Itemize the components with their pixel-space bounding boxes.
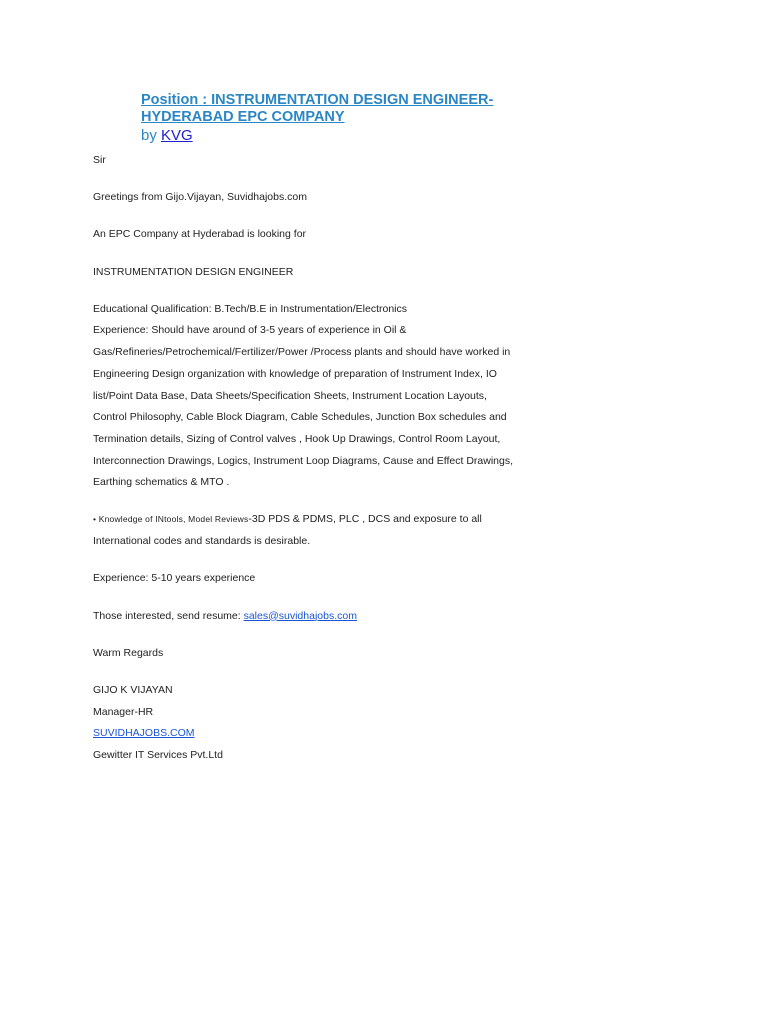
experience-summary: Experience: 5-10 years experience [93, 572, 256, 585]
experience-line: Experience: Should have around of 3-5 years of experience in Oil & [93, 324, 407, 337]
experience-line: Engineering Design organization with knowledge of preparation of Instrument Index, IO [93, 367, 497, 380]
post-title-link[interactable] [141, 92, 541, 126]
signature-name: GIJO K VIJAYAN [93, 683, 173, 696]
experience-line: Interconnection Drawings, Logics, Instrument Loop Diagrams, Cause and Effect Drawings, [93, 454, 514, 467]
closing: Warm Regards [93, 646, 164, 659]
experience-line: Control Philosophy, Cable Block Diagram, Cable Schedules, Junction Box schedules and [93, 411, 507, 424]
post-title-line-1: Position : INSTRUMENTATION DESIGN ENGINEER- [141, 92, 494, 108]
author-link[interactable]: KVG [161, 127, 193, 144]
by-label: by [141, 127, 157, 144]
byline [141, 126, 541, 145]
contact-label: Those interested, send resume: [93, 609, 244, 622]
post-body [93, 150, 533, 767]
experience-line: Termination details, Sizing of Control valves , Hook Up Drawings, Control Room Layout, [93, 432, 501, 445]
salutation: Sir [93, 154, 106, 166]
experience-line: Gas/Refineries/Petrochemical/Fertilizer/Power /Process plants and should have worked in [93, 346, 511, 359]
position-name: INSTRUMENTATION DESIGN ENGINEER [93, 265, 294, 278]
qualification: Educational Qualification: B.Tech/B.E in Instrumentation/Electronics [93, 302, 407, 315]
knowledge-line [93, 509, 533, 531]
contact-line [93, 606, 533, 628]
contact-email-link[interactable]: sales@suvidhajobs.com [243, 609, 357, 622]
post-title-line-2: HYDERABAD EPC COMPANY [141, 109, 345, 125]
signature-title: Manager-HR [93, 705, 154, 718]
greeting: Greetings from Gijo.Vijayan, Suvidhajobs.com [93, 191, 307, 204]
experience-line: Earthing schematics & MTO . [93, 476, 230, 489]
knowledge-line-2: International codes and standards is desirable. [93, 535, 311, 548]
signature-company: Gewitter IT Services Pvt.Ltd [93, 748, 223, 761]
signature-site-link[interactable]: SUVIDHAJOBS.COM [93, 727, 195, 740]
knowledge-prefix: • Knowledge of INtools, Model Reviews [93, 514, 249, 525]
signature-website-link [93, 723, 533, 745]
knowledge-rest: -3D PDS & PDMS, PLC , DCS and exposure to all [248, 513, 482, 526]
post-header [141, 92, 541, 145]
intro: An EPC Company at Hyderabad is looking for [93, 228, 307, 241]
experience-line: list/Point Data Base, Data Sheets/Specification Sheets, Instrument Location Layouts, [93, 389, 487, 402]
